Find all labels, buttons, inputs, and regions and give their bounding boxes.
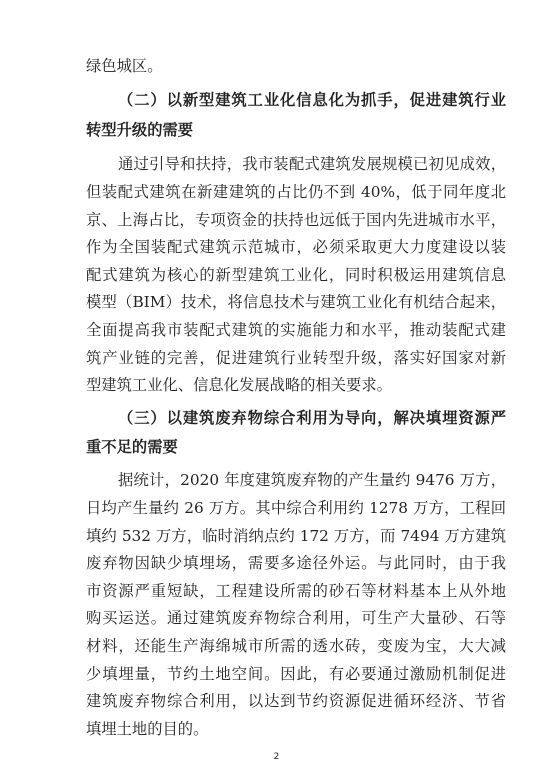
section-2-paragraph-line: 型建筑工业化、信息化发展战略的相关要求。 xyxy=(86,376,392,394)
section-3-paragraph-line: 填埋土地的目的。 xyxy=(86,720,209,738)
section-2-heading: 转型升级的需要 xyxy=(86,121,194,139)
section-2-paragraph-line: 但装配式建筑在新建建筑的占比仍不到 40%，低于同年度北 xyxy=(86,183,506,201)
section-3-paragraph-line: 据统计，2020 年度建筑废弃物的产生量约 9476 万方， xyxy=(118,471,506,489)
section-3-paragraph-line: 日均产生量约 26 万方。其中综合利用约 1278 万方，工程回 xyxy=(86,499,506,517)
section-3-paragraph-line: 废弃物因缺少填埋场，需要多途径外运。与此同时，由于我 xyxy=(86,554,506,572)
section-3-heading: 重不足的需要 xyxy=(86,438,178,456)
section-2-paragraph-line: 作为全国装配式建筑示范城市，必须采取更大力度建设以装 xyxy=(86,238,506,256)
section-3-paragraph-line: 材料，还能生产海绵城市所需的透水砖，变废为宝，大大减 xyxy=(86,637,506,655)
section-2-paragraph-line: 模型（BIM）技术，将信息技术与建筑工业化有机结合起来， xyxy=(86,293,506,311)
section-3-paragraph-line: 建筑废弃物综合利用，以达到节约资源促进循环经济、节省 xyxy=(86,692,506,710)
section-3-paragraph-line: 少填埋量，节约土地空间。因此，有必要通过激励机制促进 xyxy=(86,665,506,683)
section-3-paragraph-line: 购买运送。通过建筑废弃物综合利用，可生产大量砂、石等 xyxy=(86,609,506,627)
section-3-paragraph-line: 市资源严重短缺，工程建设所需的砂石等材料基本上从外地 xyxy=(86,582,506,600)
section-2-paragraph-line: 配式建筑为核心的新型建筑工业化，同时积极运用建筑信息 xyxy=(86,266,506,284)
section-2-heading: （二）以新型建筑工业化信息化为抓手，促进建筑行业 xyxy=(118,91,506,109)
section-2-paragraph-line: 京、上海占比，专项资金的扶持也远低于国内先进城市水平， xyxy=(86,211,506,229)
page-number: 2 xyxy=(273,752,280,762)
section-2-paragraph-line: 筑产业链的完善，促进建筑行业转型升级，落实好国家对新 xyxy=(86,349,506,367)
section-2-paragraph-line: 全面提高我市装配式建筑的实施能力和水平，推动装配式建 xyxy=(86,321,506,339)
section-3-paragraph-line: 填约 532 万方，临时消纳点约 172 万方，而 7494 万方建筑 xyxy=(86,527,506,545)
continuation-text: 绿色城区。 xyxy=(86,57,163,75)
section-2-paragraph-line: 通过引导和扶持，我市装配式建筑发展规模已初见成效， xyxy=(118,155,506,173)
section-3-heading: （三）以建筑废弃物综合利用为导向，解决填埋资源严 xyxy=(118,409,506,427)
